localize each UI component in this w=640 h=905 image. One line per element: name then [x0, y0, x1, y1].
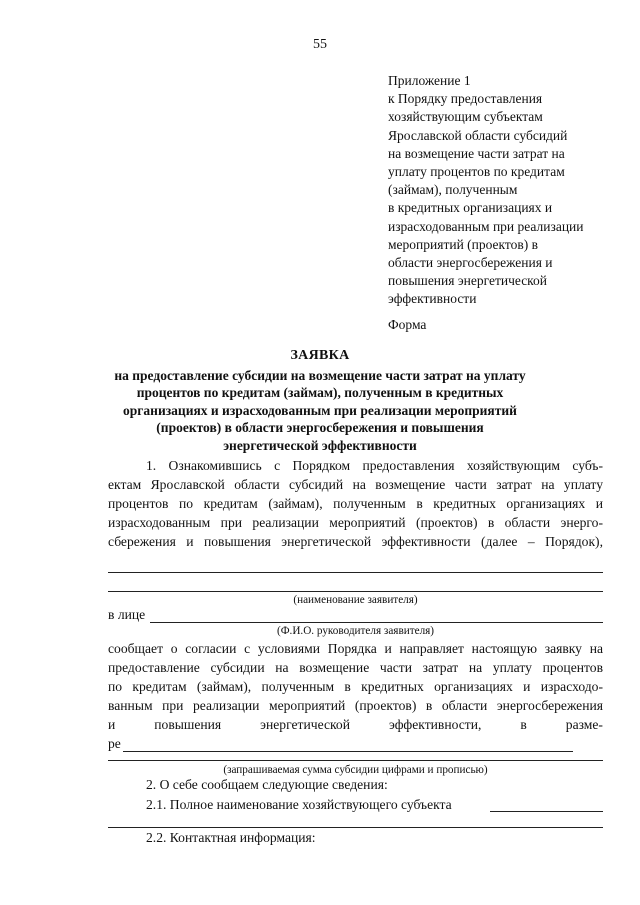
document-title: ЗАЯВКА	[290, 348, 350, 363]
paragraph-line	[146, 458, 603, 474]
subtitle-line: (проектов) в области энергосбережения и повышения	[156, 420, 484, 436]
paragraph-text: израсходованным при реализации мероприятий (проектов) в области энерго-	[108, 515, 603, 530]
paragraph-text: предоставление субсидии на возмещение части затрат на уплату процентов	[108, 660, 603, 675]
subtitle-line: процентов по кредитам (займам), полученным в кредитных	[136, 385, 504, 401]
subtitle-line: на предоставление субсидии на возмещение части затрат на уплату	[114, 368, 526, 383]
appendix-line: мероприятий (проектов) в	[388, 236, 539, 252]
item-2: 2. О себе сообщаем следующие сведения:	[146, 777, 388, 792]
appendix-block	[388, 72, 584, 309]
word: эффективности,	[388, 717, 482, 732]
caption-head: (Ф.И.О. руководителя заявителя)	[276, 625, 435, 637]
appendix-line: области энергосбережения и	[388, 255, 553, 271]
in-person-label: в лице	[108, 607, 146, 622]
appendix-line: уплату процентов по кредитам	[388, 164, 565, 180]
amount-line[interactable]	[123, 751, 573, 752]
paragraph-line	[108, 496, 603, 512]
paragraph-line	[108, 698, 603, 714]
applicant-name-line[interactable]	[108, 591, 603, 592]
appendix-line: Приложение 1	[388, 73, 471, 88]
appendix-line: Ярославской области субсидий	[388, 127, 568, 143]
word: и	[108, 717, 116, 732]
paragraph-line-spaced	[108, 717, 603, 733]
item-2-1: 2.1. Полное наименование хозяйствующего субъекта	[146, 797, 452, 812]
paragraph-line	[108, 534, 603, 550]
word: энергетической	[260, 717, 350, 732]
paragraph-text: 1. Ознакомившись с Порядком предоставления хозяйствующим субъ-	[146, 458, 603, 473]
appendix-line: (займам), полученным	[388, 182, 518, 198]
paragraph-text: ектам Ярославской области субсидий на возмещение части затрат на уплату	[108, 477, 603, 492]
paragraph-text: сбережения и повышения энергетической эффективности (далее – Порядок),	[108, 534, 603, 549]
appendix-line: израсходованным при реализации	[388, 218, 584, 234]
entity-name-line[interactable]	[490, 811, 603, 812]
paragraph-text: сообщает о согласии с условиями Порядка и направляет настоящую заявку на	[108, 641, 603, 656]
amount-line[interactable]	[108, 760, 603, 761]
word: разме-	[565, 717, 603, 732]
appendix-line: к Порядку предоставления	[388, 91, 543, 107]
subtitle-line: энергетической эффективности	[223, 437, 417, 453]
paragraph-line	[108, 641, 603, 657]
applicant-name-line[interactable]	[108, 572, 603, 573]
appendix-line: хозяйствующим субъектам	[388, 109, 543, 125]
paragraph-line	[108, 515, 603, 531]
appendix-line: эффективности	[388, 291, 477, 307]
item-2-2: 2.2. Контактная информация:	[146, 830, 316, 845]
word: повышения	[154, 717, 222, 732]
paragraph-text: процентов по кредитам (займам), полученным в кредитных организациях и	[108, 496, 603, 511]
word: в	[520, 717, 527, 732]
appendix-line: в кредитных организациях и	[388, 200, 553, 216]
paragraph-line	[108, 679, 603, 695]
appendix-line: на возмещение части затрат на	[388, 145, 565, 161]
subtitle-line: организациях и израсходованным при реализации мероприятий	[123, 402, 517, 418]
form-label: Форма	[388, 317, 427, 332]
caption-applicant: (наименование заявителя)	[293, 594, 418, 606]
paragraph-line	[108, 477, 603, 493]
page-number: 55	[313, 37, 327, 52]
document-subtitle	[0, 367, 640, 454]
paragraph-text: ванным при реализации мероприятий (проектов) в области энергосбережения	[108, 698, 603, 713]
paragraph-text: по кредитам (займам), полученным в кредитных организациях и израсходо-	[108, 679, 603, 694]
head-name-line[interactable]	[150, 622, 603, 623]
caption-amount: (запрашиваемая сумма субсидии цифрами и прописью)	[223, 764, 488, 776]
appendix-line: повышения энергетической	[388, 273, 548, 289]
entity-name-line[interactable]	[108, 827, 603, 828]
amount-label: ре	[108, 736, 121, 751]
paragraph-line	[108, 660, 603, 676]
